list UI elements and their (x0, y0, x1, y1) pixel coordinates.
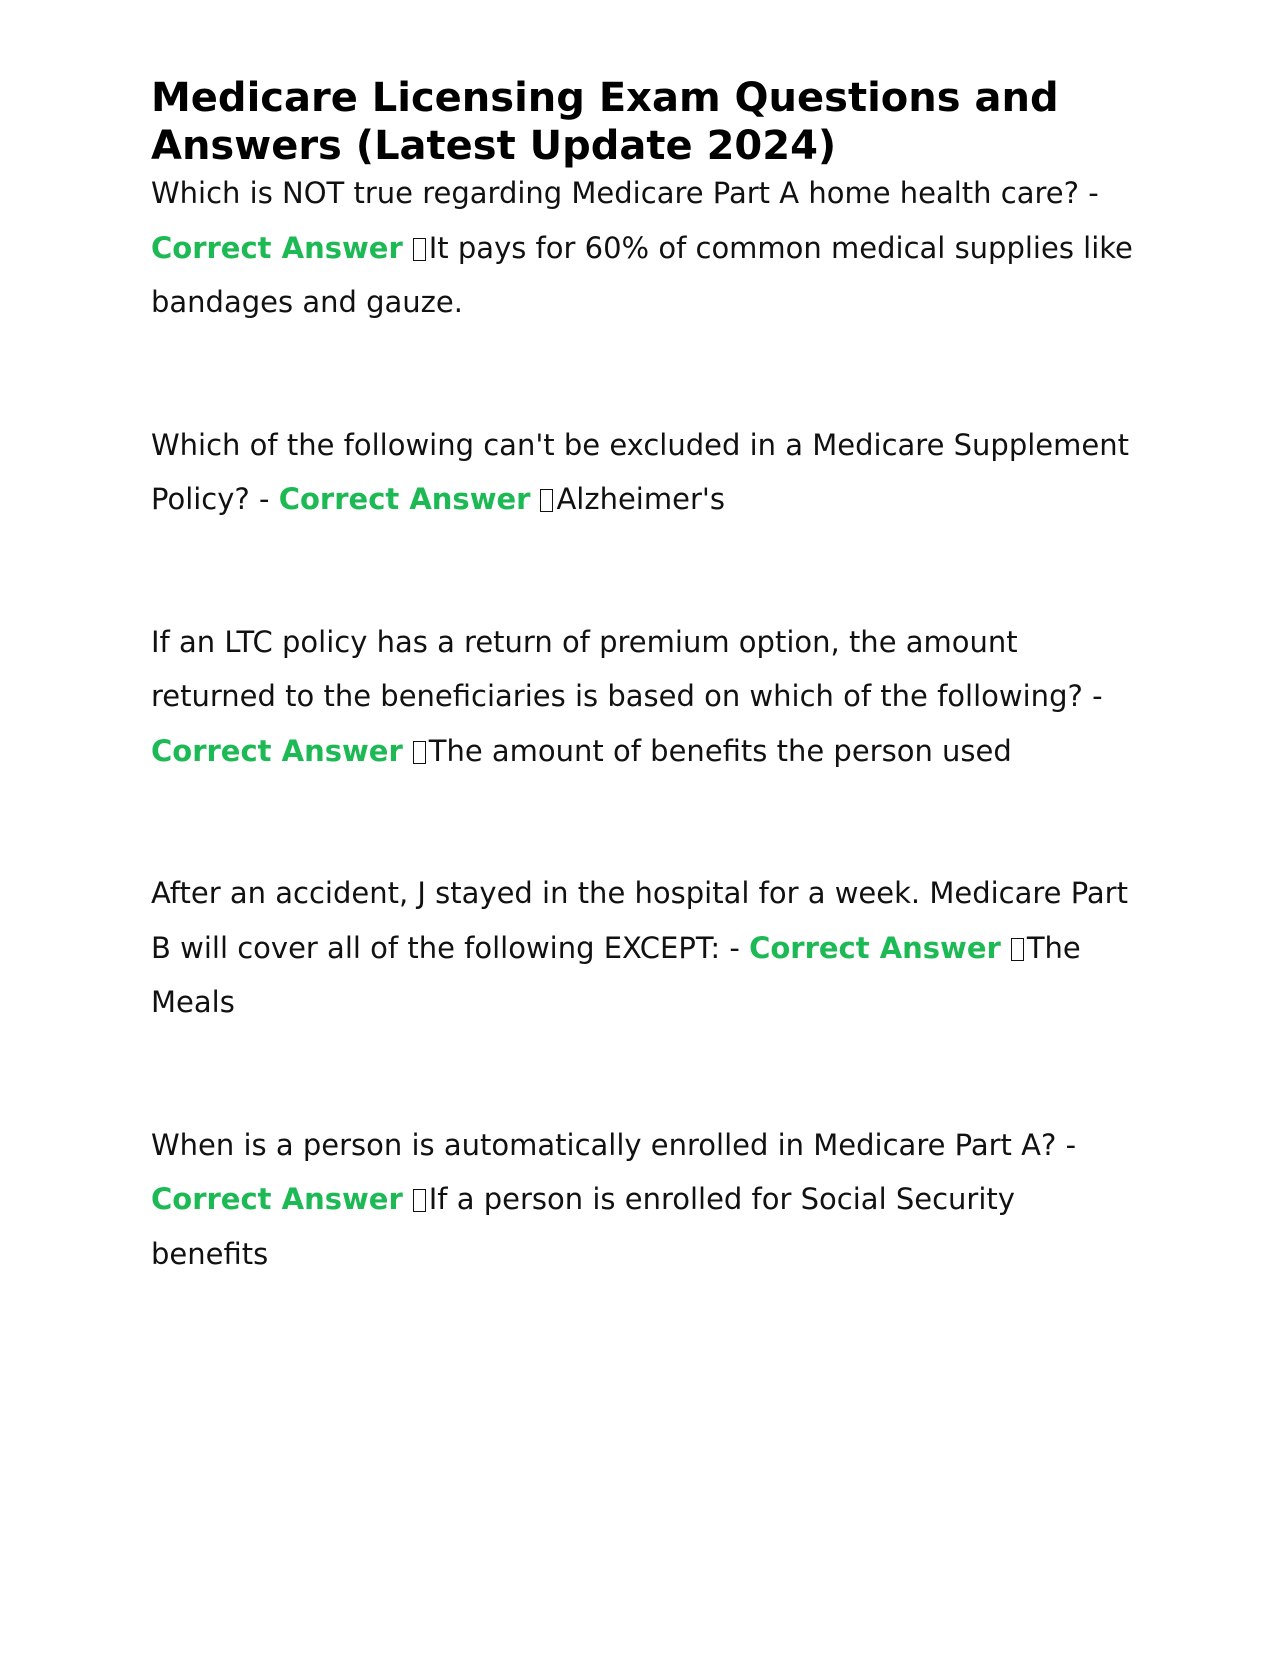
qa-list (151, 166, 1141, 1281)
question-text: Which is NOT true regarding Medicare Part A home health care? - (151, 176, 1099, 210)
question-text: After an accident, J stayed in the hospital for a week. Medicare Part B will cover all of the following EXCEPT: - (151, 876, 1128, 965)
missing-glyph-icon (413, 1189, 426, 1212)
qa-item (151, 866, 1141, 1030)
missing-glyph-icon (413, 238, 426, 261)
qa-item (151, 1118, 1141, 1282)
correct-answer-label: Correct Answer (278, 482, 531, 516)
answer-text: If a person is enrolled for Social Security benefits (151, 1182, 1015, 1271)
qa-item (151, 615, 1141, 779)
answer-text: Alzheimer's (556, 482, 725, 516)
answer-text: The Meals (151, 930, 1081, 1019)
answer-text: It pays for 60% of common medical supplies like bandages and gauze. (151, 230, 1133, 319)
missing-glyph-icon (413, 741, 426, 764)
question-text: When is a person is automatically enrolled in Medicare Part A? - (151, 1127, 1077, 1162)
missing-glyph-icon (1011, 938, 1024, 961)
document-page (151, 74, 1141, 1369)
correct-answer-label: Correct Answer (151, 1182, 403, 1216)
missing-glyph-icon (540, 489, 553, 512)
document-title: Medicare Licensing Exam Questions and Answers (Latest Update 2024) (151, 75, 1059, 169)
question-text: If an LTC policy has a return of premium option, the amount returned to the beneficiaries is based on which of the following? - (151, 624, 1103, 713)
correct-answer-label: Correct Answer (749, 930, 1001, 965)
qa-item (151, 166, 1141, 330)
correct-answer-label: Correct Answer (151, 230, 403, 265)
answer-text: The amount of benefits the person used (428, 733, 1012, 768)
question-text: Which of the following can't be excluded in a Medicare Supplement Policy? - (151, 427, 1129, 516)
correct-answer-label: Correct Answer (151, 733, 403, 768)
qa-item (151, 418, 1141, 527)
